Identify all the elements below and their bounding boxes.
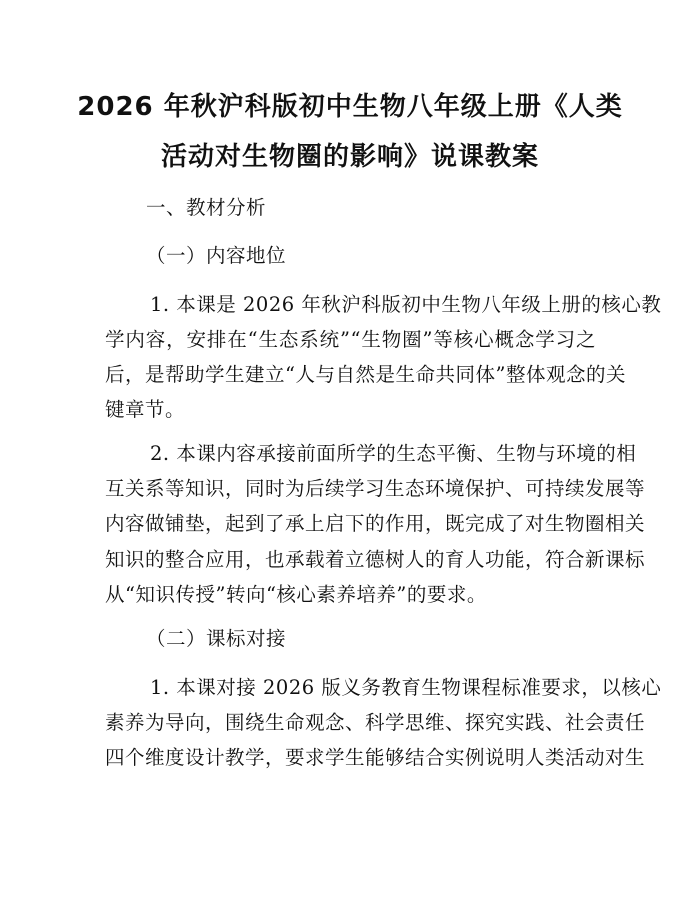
subsection-heading-curriculum-alignment: （二）课标对接	[146, 627, 287, 650]
paragraph-line: 素养为导向，围绕生命观念、科学思维、探究实践、社会责任	[105, 711, 646, 734]
paragraph-line: 四个维度设计教学，要求学生能够结合实例说明人类活动对生	[105, 746, 646, 769]
paragraph-line: 内容做铺垫，起到了承上启下的作用，既完成了对生物圈相关	[105, 512, 646, 535]
section-heading-textbook-analysis: 一、教材分析	[146, 196, 267, 219]
paragraph-line: 2. 本课内容承接前面所学的生态平衡、生物与环境的相	[150, 442, 637, 465]
paragraph-line: 学内容，安排在“生态系统”“生物圈”等核心概念学习之	[105, 328, 596, 351]
subsection-heading-content-position: （一）内容地位	[146, 244, 287, 267]
paragraph-line: 键章节。	[105, 398, 186, 421]
document-title-line-1: 2026 年秋沪科版初中生物八年级上册《人类	[77, 92, 623, 122]
paragraph-line: 从“知识传授”转向“核心素养培养”的要求。	[105, 583, 487, 606]
paragraph-line: 1. 本课对接 2026 版义务教育生物课程标准要求，以核心	[150, 676, 662, 699]
paragraph-line: 1. 本课是 2026 年秋沪科版初中生物八年级上册的核心教	[150, 293, 662, 316]
paragraph-line: 知识的整合应用，也承载着立德树人的育人功能，符合新课标	[105, 548, 646, 571]
paragraph-line: 互关系等知识，同时为后续学习生态环境保护、可持续发展等	[105, 477, 646, 500]
paragraph-line: 后，是帮助学生建立“人与自然是生命共同体”整体观念的关	[105, 363, 626, 386]
document-title-line-2: 活动对生物圈的影响》说课教案	[160, 142, 539, 172]
